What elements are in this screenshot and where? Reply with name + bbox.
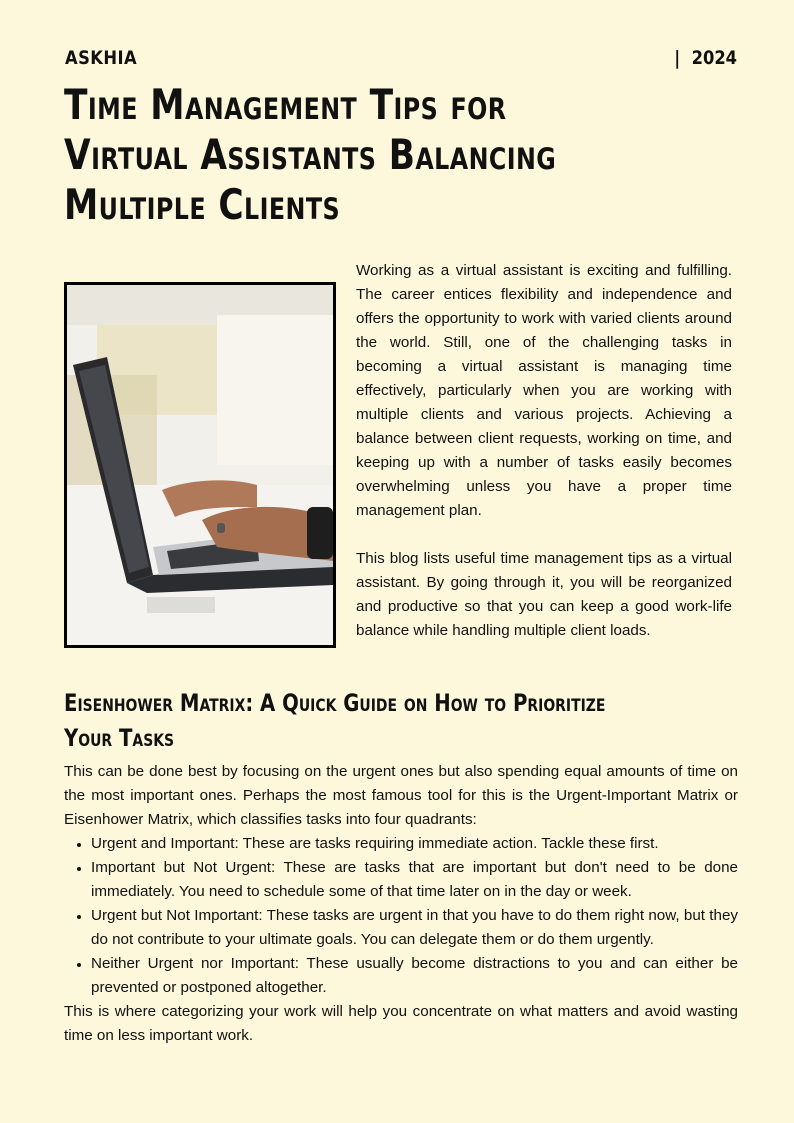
header-year: | 2024 [674,47,737,69]
laptop-typing-photo [64,282,336,648]
section-body [64,760,738,1048]
section-lead: This can be done best by focusing on the urgent ones but also spending equal amounts of time on the most important ones. Perhaps the most famous tool for this is the Urgent-Important Matrix or Eisenhower Matrix, which classifies tasks into four quadrants: [64,763,738,828]
page-title: Time Management Tips for Virtual Assistants Balancing Multiple Clients [64,80,557,229]
section-closing: This is where categorizing your work will help you concentrate on what matters and avoid wasting time on less important work. [64,1003,738,1044]
list-item: • Important but Not Urgent: These are tasks that are important but don't need to be done immediately. You need to schedule some of that time later on in the day or week. [91,856,738,904]
brand-name: ASKHIA [65,47,138,69]
list-item: • Urgent but Not Important: These tasks are urgent in that you have to do them right now, but they do not contribute to your ultimate goals. You can delegate them or do them urgently. [91,904,738,952]
laptop-illustration [67,285,333,645]
intro-paragraph-2: This blog lists useful time management tips as a virtual assistant. By going through it, you will be reorganized and productive so that you can keep a good work-life balance while handling multiple client loads. [356,550,732,639]
quadrant-list [64,832,738,1000]
intro-text [356,259,732,667]
list-item: • Urgent and Important: These are tasks requiring immediate action. Tackle these first. [91,832,738,856]
list-item: • Neither Urgent nor Important: These usually become distractions to you and can either be prevented or postponed altogether. [91,952,738,1000]
section-heading: Eisenhower Matrix: A Quick Guide on How to Prioritize Your Tasks [64,689,606,752]
intro-paragraph-1: Working as a virtual assistant is exciting and fulfilling. The career entices flexibility and independence and offers the opportunity to work with varied clients around the world. Still, one of the challenging tasks in becoming a virtual assistant is managing time effectively, particularly when you are working with multiple clients and various projects. Achieving a balance between client requests, working on time, and keeping up with a number of tasks easily becomes overwhelming unless you have a proper time management plan. [356,262,732,519]
